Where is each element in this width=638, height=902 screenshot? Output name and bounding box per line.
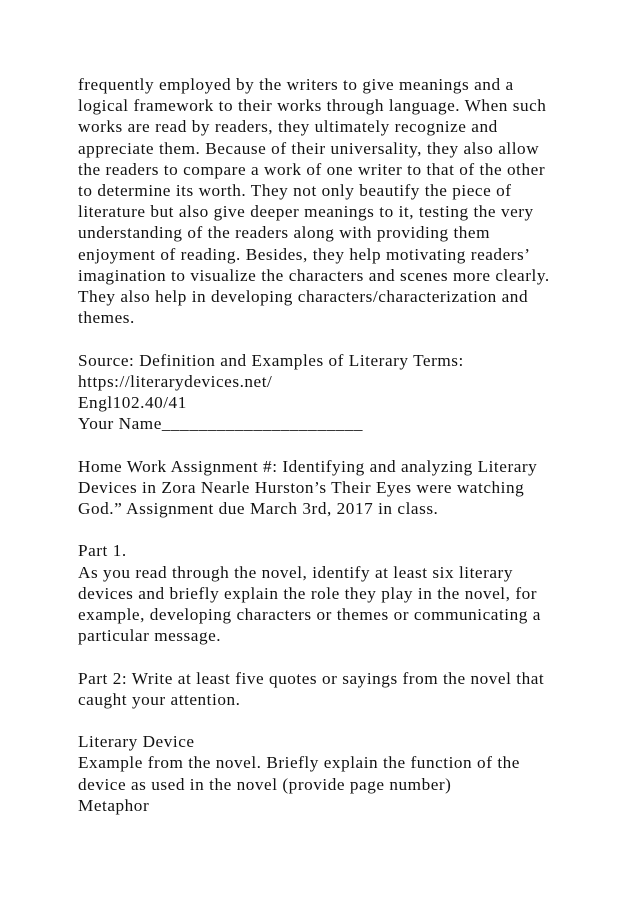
text-line: example, developing characters or themes or communicating a [78, 605, 541, 625]
paragraph-gap [78, 710, 578, 731]
text-line: the readers to compare a work of one writer to that of the other [78, 159, 546, 179]
paragraph-gap [78, 328, 578, 349]
text-line: themes. [78, 308, 135, 328]
text-line: appreciate them. Because of their universality, they also allow [78, 138, 540, 158]
text-line: They also help in developing characters/characterization and [78, 287, 529, 307]
course-code: Engl102.40/41 [78, 393, 187, 413]
part1-heading: Part 1. [78, 541, 127, 561]
source-line: Source: Definition and Examples of Literary Terms: [78, 350, 464, 370]
text-line: frequently employed by the writers to give meanings and a [78, 75, 514, 94]
column-header-example: Example from the novel. Briefly explain the function of the [78, 753, 520, 773]
paragraph-gap [78, 646, 578, 667]
text-line: God.” Assignment due March 3rd, 2017 in class. [78, 499, 439, 519]
text-line: understanding of the readers along with providing them [78, 223, 491, 243]
text-line: As you read through the novel, identify at least six literary [78, 562, 513, 582]
assignment-heading [78, 456, 578, 520]
literary-device-table [78, 731, 578, 816]
text-line: particular message. [78, 626, 222, 646]
column-header-example: device as used in the novel (provide page number) [78, 774, 452, 794]
table-cell-device: Metaphor [78, 795, 150, 815]
text-line: caught your attention. [78, 689, 241, 709]
text-line: literature but also give deeper meanings to it, testing the very [78, 202, 534, 222]
paragraph-gap [78, 434, 578, 455]
source-block [78, 350, 578, 435]
column-header-device: Literary Device [78, 732, 195, 752]
text-line: to determine its worth. They not only beautify the piece of [78, 181, 512, 201]
part2-section [78, 668, 578, 710]
part1-section [78, 540, 578, 646]
intro-paragraph [78, 74, 578, 328]
name-field-line: Your Name______________________ [78, 414, 364, 434]
text-line: Devices in Zora Nearle Hurston’s Their Eyes were watching [78, 477, 525, 497]
text-line: works are read by readers, they ultimately recognize and [78, 117, 498, 137]
text-line: devices and briefly explain the role they play in the novel, for [78, 583, 538, 603]
text-line: enjoyment of reading. Besides, they help motivating readers’ [78, 244, 531, 264]
text-line: logical framework to their works through language. When such [78, 96, 547, 116]
source-url: https://literarydevices.net/ [78, 371, 273, 391]
text-line: imagination to visualize the characters and scenes more clearly. [78, 265, 550, 285]
document-body [78, 74, 578, 816]
paragraph-gap [78, 519, 578, 540]
text-line: Part 2: Write at least five quotes or sayings from the novel that [78, 668, 545, 688]
text-line: Home Work Assignment #: Identifying and analyzing Literary [78, 456, 538, 476]
